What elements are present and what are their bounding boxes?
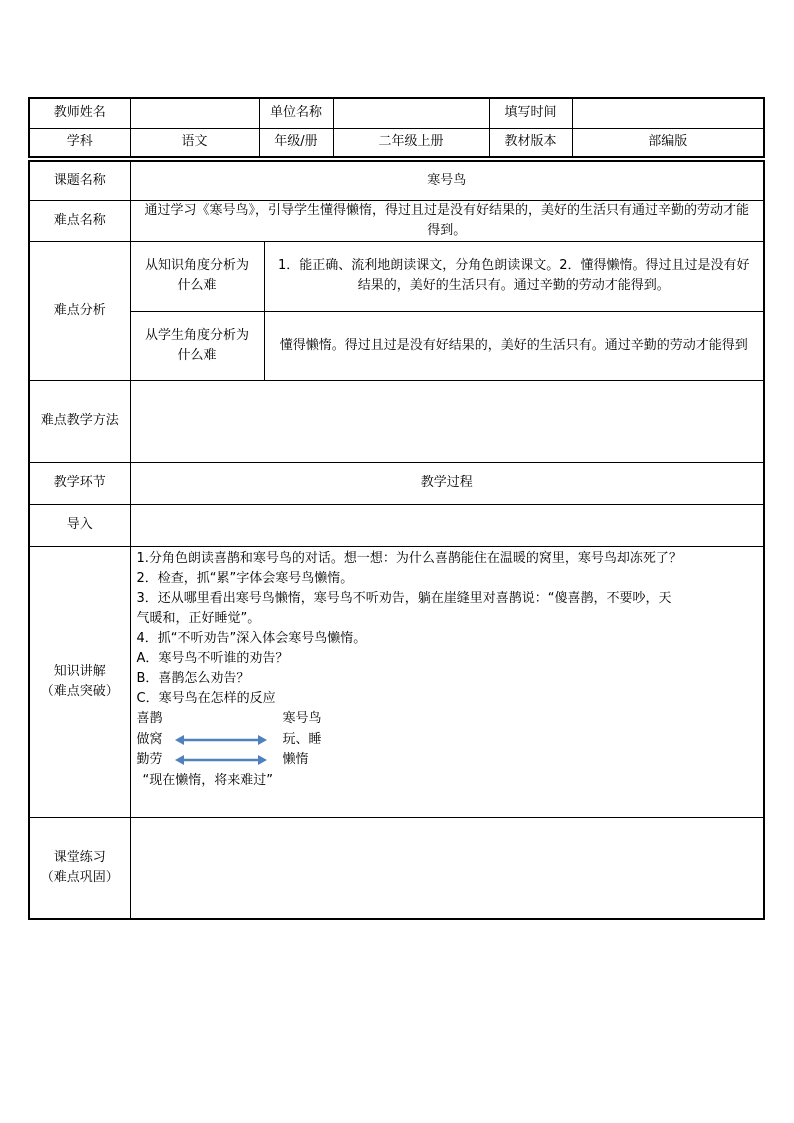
practice-label-line1: 课堂练习	[53, 849, 106, 865]
analysis-student-value: 懂得懒惰。得过且过是没有好结果的，美好的生活只有。通过辛勤的劳动才能得到	[264, 311, 763, 380]
comparison-left: 勤劳	[136, 752, 163, 768]
knowledge-line: 2．检查，抓“累”字体会寒号鸟懒惰。	[136, 570, 354, 586]
comparison-left-head: 喜鹊	[136, 710, 163, 726]
knowledge-line: 1.分角色朗读喜鹊和寒号鸟的对话。想一想：为什么喜鹊能住在温暖的窝里，寒号鸟却冻死了？	[136, 550, 682, 566]
teacher-name-field[interactable]	[130, 99, 259, 128]
unit-name-field[interactable]	[333, 99, 489, 128]
comparison-right: 懒惰	[282, 752, 309, 768]
knowledge-label-line2: （难点突破）	[40, 683, 119, 699]
quote-text: “现在懒惰，将来难过”	[142, 772, 273, 788]
method-label: 难点教学方法	[30, 380, 130, 462]
fill-time-field[interactable]	[572, 99, 763, 128]
knowledge-content	[130, 546, 763, 817]
main-table	[28, 160, 765, 920]
double-arrow-icon	[175, 754, 267, 766]
knowledge-line: A．寒号鸟不听谁的劝告？	[136, 650, 289, 666]
stage-label: 教学环节	[30, 462, 130, 504]
knowledge-line: C．寒号鸟在怎样的反应	[136, 690, 276, 706]
practice-label	[30, 817, 130, 918]
process-label: 教学过程	[130, 462, 763, 504]
unit-name-label: 单位名称	[259, 99, 333, 128]
topic-value: 寒号鸟	[130, 162, 763, 200]
knowledge-label-line1: 知识讲解	[53, 663, 106, 679]
edition-value: 部编版	[572, 128, 763, 156]
analysis-knowledge-value: 1．能正确、流利地朗读课文，分角色朗读课文。2．懂得懒惰。得过且过是没有好结果的，美好的生活只有。通过辛勤的劳动才能得到。	[264, 241, 763, 311]
header-table	[28, 97, 765, 158]
intro-label: 导入	[30, 504, 130, 546]
knowledge-line: 4．抓“不听劝告”深入体会寒号鸟懒惰。	[136, 630, 367, 646]
subject-value: 语文	[130, 128, 259, 156]
method-value[interactable]	[130, 380, 763, 462]
double-arrow-icon	[175, 734, 267, 746]
difficulty-value: 通过学习《寒号鸟》，引导学生懂得懒惰，得过且过是没有好结果的，美好的生活只有通过辛勤的劳动才能得到。	[130, 200, 763, 241]
knowledge-label	[30, 546, 130, 817]
grade-label: 年级/册	[259, 128, 333, 156]
comparison-row	[137, 729, 758, 750]
topic-label: 课题名称	[30, 162, 130, 200]
practice-value[interactable]	[130, 817, 763, 918]
comparison-left: 做窝	[136, 731, 163, 747]
knowledge-line: 3．还从哪里看出寒号鸟懒惰，寒号鸟不听劝告，躺在崖缝里对喜鹊说：“傻喜鹊，不要吵，天气暖和，正好睡觉”。	[136, 590, 672, 626]
fill-time-label: 填写时间	[489, 99, 572, 128]
comparison-row	[137, 750, 758, 771]
analysis-knowledge-label: 从知识角度分析为什么难	[130, 241, 264, 311]
comparison-right-head: 寒号鸟	[282, 710, 322, 726]
grade-value: 二年级上册	[333, 128, 489, 156]
knowledge-line: B．喜鹊怎么劝告？	[136, 670, 250, 686]
analysis-label: 难点分析	[30, 241, 130, 380]
analysis-student-label: 从学生角度分析为什么难	[130, 311, 264, 380]
edition-label: 教材版本	[489, 128, 572, 156]
practice-label-line2: （难点巩固）	[40, 869, 119, 885]
difficulty-label: 难点名称	[30, 200, 130, 241]
subject-label: 学科	[30, 128, 130, 156]
teacher-name-label: 教师姓名	[30, 99, 130, 128]
comparison-header	[137, 709, 758, 730]
comparison-right: 玩、睡	[282, 731, 322, 747]
intro-value[interactable]	[130, 504, 763, 546]
